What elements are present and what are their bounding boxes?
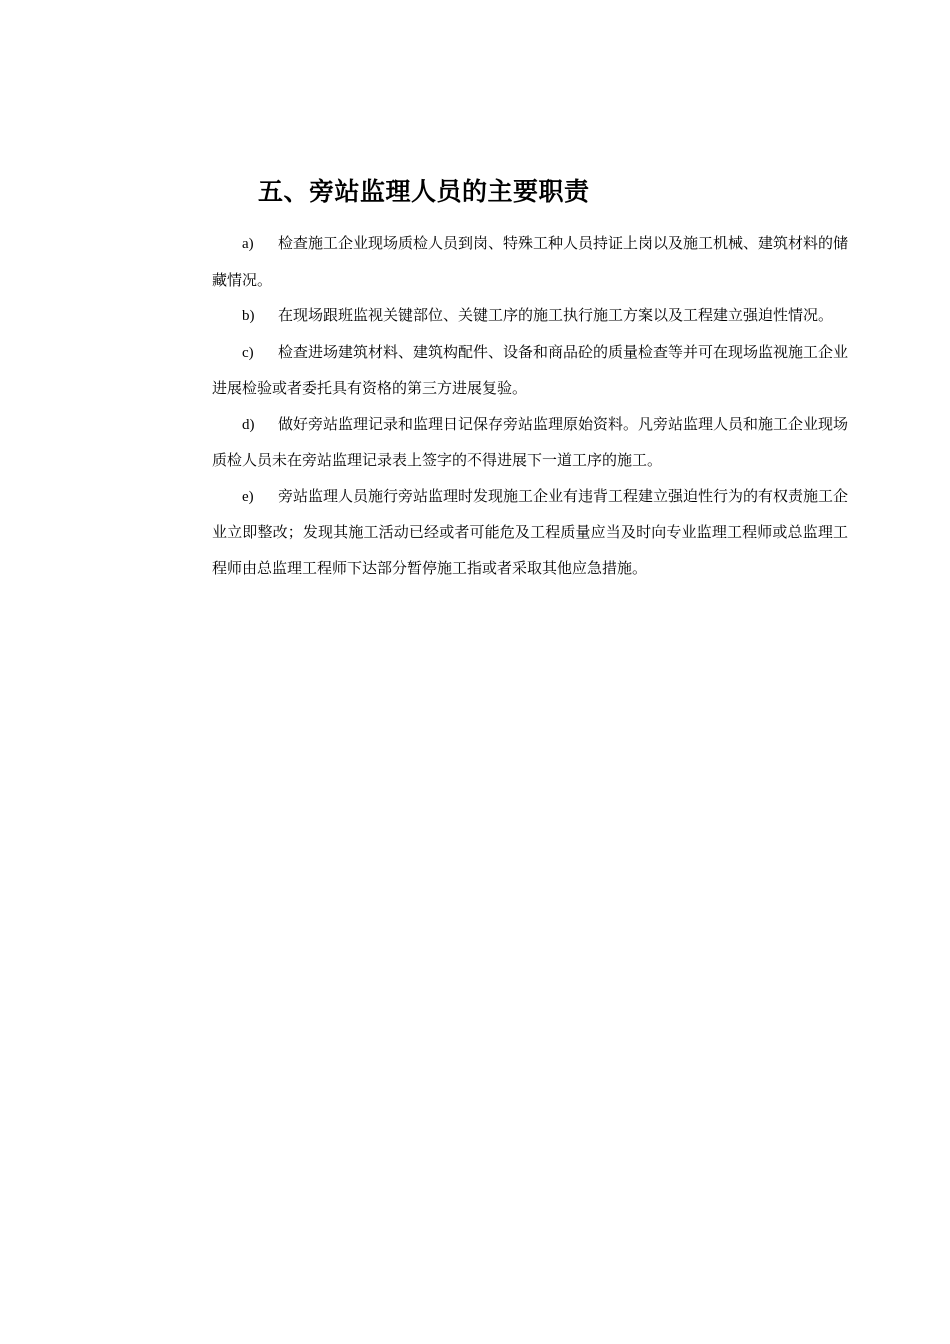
item-marker: a) (242, 236, 254, 252)
item-marker: c) (242, 344, 254, 361)
item-text: 检查进场建筑材料、建筑构配件、设备和商品砼的质量检查等并可在现场监视施工企业进展检验或者委托具有资格的第三方进展复验。 (212, 342, 849, 397)
duty-item-c (212, 335, 848, 407)
duty-item-e (212, 479, 848, 587)
duty-item-b (212, 298, 848, 335)
duty-item-a (212, 226, 848, 298)
item-marker: b) (242, 308, 255, 324)
duty-item-d (212, 407, 848, 479)
item-text: 做好旁站监理记录和监理日记保存旁站监理原始资料。凡旁站监理人员和施工企业现场质检人员未在旁站监理记录表上签字的不得进展下一道工序的施工。 (212, 414, 849, 469)
item-text: 在现场跟班监视关键部位、关键工序的施工执行施工方案以及工程建立强迫性情况。 (278, 306, 834, 324)
item-marker: d) (242, 416, 255, 433)
duty-list (212, 226, 848, 586)
item-marker: e) (242, 488, 254, 505)
item-text: 检查施工企业现场质检人员到岗、特殊工种人员持证上岗以及施工机械、建筑材料的储藏情况。 (212, 234, 849, 289)
item-text: 旁站监理人员施行旁站监理时发现施工企业有违背工程建立强迫性行为的有权责施工企业立即整改；发现其施工活动已经或者可能危及工程质量应当及时向专业监理工程师或总监理工程师由总监理工程师下达部分暂停施工指或者采取其他应急措施。 (212, 486, 849, 577)
section-heading: 五、旁站监理人员的主要职责 (258, 177, 590, 206)
